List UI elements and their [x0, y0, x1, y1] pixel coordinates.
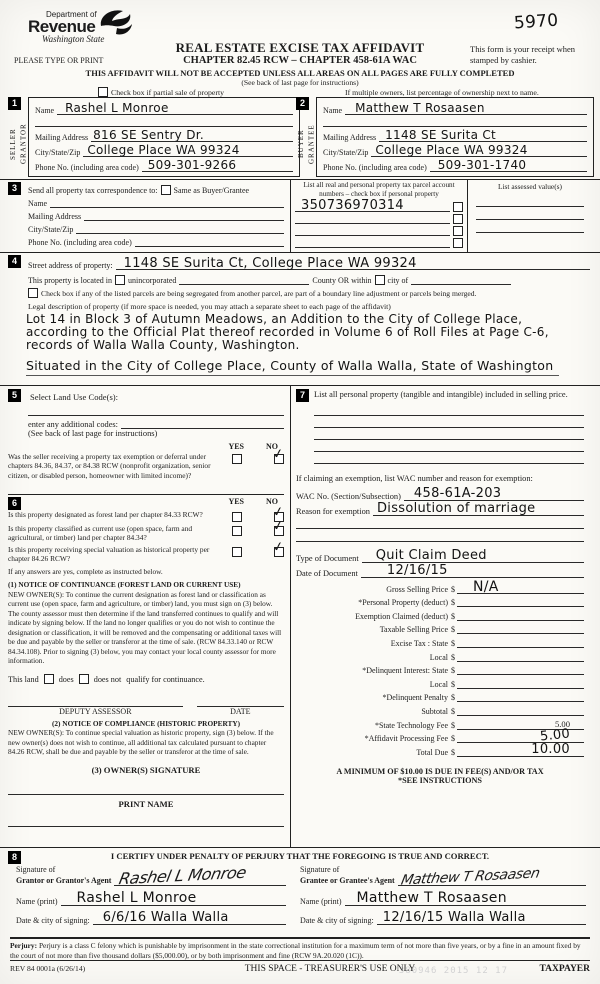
- money-row: [296, 634, 584, 648]
- grantee-name-print-value: Matthew T Rosaasen: [356, 890, 507, 906]
- grantor-date-city-label: Date & city of signing:: [16, 916, 90, 925]
- money-label: *Delinquent Penalty: [382, 693, 448, 703]
- section4-number: 4: [8, 255, 21, 268]
- partial-sale-row: [98, 87, 288, 97]
- column-divider: [290, 386, 291, 848]
- dollar-sign: $: [451, 720, 455, 730]
- signature-of-label: Signature of: [300, 865, 340, 875]
- taxpayer-label: TAXPAYER: [539, 964, 590, 974]
- section6-number: 6: [8, 497, 21, 510]
- corr-name-label: Name: [28, 199, 48, 208]
- situated-handwritten: Situated in the City of College Place, County of Walla Walla, State of Washington: [26, 360, 559, 376]
- parcel-numbers-header: List all real and personal property tax parcel account numbers – check box if personal property: [303, 181, 455, 198]
- city-of-label: city of: [387, 276, 409, 285]
- dollar-sign: $: [451, 747, 455, 757]
- treasurers-use-note: THIS SPACE - TREASURER'S USE ONLY: [244, 964, 416, 974]
- land-use-section: [8, 389, 284, 480]
- dollar-sign: $: [451, 693, 455, 703]
- grantor-date-city-value: 6/6/16 Walla Walla: [102, 910, 229, 925]
- dollar-sign: $: [451, 679, 455, 689]
- county-or-label: County OR within: [312, 276, 372, 285]
- money-label: Total Due: [416, 747, 448, 757]
- parcel4-personal-checkbox: [453, 238, 463, 248]
- logo-revenue-text: Revenue: [28, 17, 96, 36]
- money-row: [296, 648, 584, 662]
- grantor-signature-block: [16, 864, 286, 925]
- does-not-checkbox: [79, 674, 89, 684]
- grantee-date-city-value: 12/16/15 Walla Walla: [382, 910, 526, 925]
- assessed-values-column: [468, 180, 592, 252]
- notice-compliance-title: (2) NOTICE OF COMPLIANCE (HISTORIC PROPERTY): [51, 718, 241, 728]
- same-as-buyer-label: Same as Buyer/Grantee: [173, 186, 250, 195]
- grantee-date-city-label: Date & city of signing:: [300, 916, 374, 925]
- qualify-label: qualify for continuance.: [126, 674, 205, 684]
- notice-continuance-body: NEW OWNER(S): To continue the current designation as forest land or classification as current use (open space, farm and agriculture, or timber) land, you must sign on (3) below. The county assessor must then determine if the land transferred continues to qualify and will indicate by signing below. If the land no longer qualifies or you do not wish to continue the designation or classification, it will be removed and the compensating or additional taxes will be due and payable by the seller or transferor at the time of sale. (RCW 84.33.140 or RCW 84.34.108). Prior to signing (3) below, you may contact your local county assessor for more information.: [8, 589, 282, 666]
- buyer-box: [316, 97, 594, 177]
- form-title: REAL ESTATE EXCISE TAX AFFIDAVIT: [175, 40, 425, 55]
- money-row: [296, 594, 584, 608]
- seller-label: SELLER: [9, 128, 17, 160]
- check-mark: ✓: [271, 518, 286, 535]
- same-as-buyer-checkbox: [161, 185, 171, 195]
- dollar-sign: $: [451, 666, 455, 676]
- money-label: Taxable Selling Price: [379, 625, 448, 635]
- state-tech-fee-value: 5.00: [554, 718, 570, 729]
- select-land-use-label: Select Land Use Code(s):: [30, 392, 119, 402]
- grantee-agent-label: Grantee or Grantee's Agent: [300, 875, 395, 885]
- does-not-label: does not: [93, 674, 122, 684]
- deputy-assessor-label: DEPUTY ASSESSOR: [59, 706, 132, 716]
- partial-sale-label: Check box if partial sale of property: [111, 88, 225, 97]
- grantee-name-print-label: Name (print): [300, 897, 342, 906]
- dor-logo: [28, 10, 104, 44]
- check-mark: ✓: [271, 446, 286, 463]
- dollar-sign: $: [451, 598, 455, 608]
- money-value: N/A: [473, 578, 499, 595]
- money-row: [296, 675, 584, 689]
- sec6-q3-no-checkbox: [271, 538, 286, 557]
- unincorporated-label: unincorporated: [127, 276, 177, 285]
- section3-number: 3: [8, 182, 21, 195]
- money-label: Gross Selling Price: [386, 584, 448, 594]
- money-label: Subtotal: [421, 706, 448, 716]
- street-address-value: 1148 SE Surita Ct, College Place WA 99324: [123, 256, 417, 271]
- unincorporated-checkbox: [115, 275, 125, 285]
- seller-name-value: Rashel L Monroe: [65, 101, 169, 115]
- wac-number-label: WAC No. (Section/Subsection): [296, 492, 401, 501]
- buyer-phone-label: Phone No. (including area code): [323, 163, 427, 172]
- section7-number: 7: [296, 389, 309, 402]
- perjury-text: Perjury is a class C felony which is punishable by imprisonment in the state correctional institution for a maximum term of not more than five years, or by a fine in an amount fixed by the court of not more than five thousand dollars ($5,000.00), or by both imprisonment and fine (RCW 9A.20.020 (1C)).: [10, 941, 581, 960]
- buyer-csz-label: City/State/Zip: [323, 148, 369, 157]
- cashier-stamp: 380946 2015 12 17: [398, 966, 508, 976]
- certify-statement: I CERTIFY UNDER PENALTY OF PERJURY THAT THE FOREGOING IS TRUE AND CORRECT.: [110, 851, 490, 861]
- exemption-question: Was the seller receiving a property tax exemption or deferral under chapters 84.36, 84.37, or 84.38 RCW (nonprofit organization, senior citizen, or disabled person, homeowner with limited income)?: [8, 452, 211, 480]
- notice-compliance-body: NEW OWNER(S): To continue special valuation as historic property, sign (3) below. If the new owner(s) does not wish to continue, all additional tax calculated pursuant to chapter 84.26 RCW, shall be due and payable by the seller or transferor at the time of sale.: [8, 728, 274, 757]
- corr-csz-label: City/State/Zip: [28, 225, 74, 234]
- correspondence-section: [0, 179, 600, 253]
- legal-line-3: records of Walla Walla County, Washington.: [26, 338, 300, 352]
- money-row: [296, 580, 584, 594]
- seller-address-label: Mailing Address: [35, 133, 89, 142]
- section8-number: 8: [8, 851, 21, 864]
- receipt-number-handwritten: 5970: [512, 10, 559, 34]
- grantor-agent-label: Grantor or Grantor's Agent: [16, 875, 112, 885]
- parcel3-personal-checkbox: [453, 226, 463, 236]
- assessed-values-header: List assessed value(s): [497, 182, 563, 191]
- grantee-signature-block: [300, 864, 586, 925]
- located-in-label: This property is located in: [28, 276, 112, 285]
- grantor-name-print-value: Rashel L Monroe: [76, 890, 197, 906]
- dor-swirl-icon: [97, 8, 133, 36]
- legal-description-label: Legal description of property (if more space is needed, you may attach a separate sheet to each page of the affidavit): [28, 302, 391, 311]
- if-any-yes-note: If any answers are yes, complete as instructed below.: [8, 567, 163, 576]
- dollar-sign: $: [451, 611, 455, 621]
- date-label: DATE: [230, 706, 251, 716]
- street-address-label: Street address of property:: [28, 261, 113, 270]
- money-label: *Personal Property (deduct): [358, 598, 448, 608]
- buyer-csz-value: College Place WA 99324: [375, 143, 528, 157]
- see-back-instructions: (See back of last page for instructions): [28, 429, 158, 438]
- money-row: [296, 662, 584, 676]
- dollar-sign: $: [451, 706, 455, 716]
- grantee-signature-value: Matthew T Rosaasen: [399, 865, 541, 889]
- buyer-address-label: Mailing Address: [323, 133, 377, 142]
- multiple-owners-note: If multiple owners, list percentage of ownership next to name.: [345, 88, 539, 97]
- money-row: [296, 716, 584, 730]
- city-of-checkbox: [375, 275, 385, 285]
- money-label: Local: [429, 652, 448, 662]
- money-row: [296, 743, 584, 757]
- personal-property-section: [296, 389, 592, 785]
- parcel1-personal-checkbox: [453, 202, 463, 212]
- warning-line: THIS AFFIDAVIT WILL NOT BE ACCEPTED UNLESS ALL AREAS ON ALL PAGES ARE FULLY COMPLETED: [85, 68, 515, 78]
- seller-box: [28, 97, 300, 177]
- seller-name-label: Name: [35, 106, 55, 115]
- owners-signature-label: (3) OWNER(S) SIGNATURE: [91, 764, 201, 775]
- logo-dept-text: Department of: [46, 10, 97, 19]
- does-label: does: [58, 674, 74, 684]
- reason-exemption-label: Reason for exemption: [296, 507, 370, 516]
- seller-address-value: 816 SE Sentry Dr.: [93, 128, 204, 142]
- corr-address-label: Mailing Address: [28, 212, 82, 221]
- legal-line-1: Lot 14 in Block 3 of Autumn Meadows, an Addition to the City of College Place,: [26, 312, 523, 326]
- additional-codes-label: enter any additional codes:: [28, 420, 118, 429]
- money-row: [296, 621, 584, 635]
- buyer-name-overflow-line: [323, 116, 587, 127]
- form-revision-number: REV 84 0001a (6/26/14): [10, 964, 86, 973]
- legal-description-handwritten: [26, 313, 549, 352]
- date-of-document-label: Date of Document: [296, 569, 358, 578]
- grantor-signature-value: Rashel L Monroe: [117, 862, 249, 889]
- money-label: Exemption Claimed (deduct): [355, 611, 448, 621]
- sec6-q3-yes-checkbox: [232, 547, 242, 557]
- seller-csz-value: College Place WA 99324: [87, 143, 240, 157]
- sec6-q2-yes-checkbox: [232, 526, 242, 536]
- middle-columns: [0, 385, 600, 848]
- money-label: Excise Tax : State: [390, 638, 448, 648]
- buyer-grantee-vertical-label: [296, 115, 317, 173]
- buyer-name-value: Matthew T Rosaasen: [355, 101, 485, 115]
- dollar-sign: $: [451, 625, 455, 635]
- send-correspondence-label: Send all property tax correspondence to:: [28, 186, 158, 195]
- dollar-sign: $: [451, 638, 455, 648]
- check-mark: ✓: [271, 538, 286, 556]
- dollar-sign: $: [451, 584, 455, 594]
- section1-number: 1: [8, 97, 21, 110]
- sec5-yes-header: YES: [228, 442, 244, 451]
- logo-state-text: Washington State: [42, 34, 105, 45]
- personal-property-label: List all personal property (tangible and intangible) included in selling price.: [314, 390, 568, 399]
- money-label: *State Technology Fee: [374, 720, 448, 730]
- reason-exemption-value: Dissolution of marriage: [376, 501, 536, 516]
- seller-csz-label: City/State/Zip: [35, 148, 81, 157]
- perjury-note: [10, 937, 590, 960]
- sec6-q1-yes-checkbox: [232, 512, 242, 522]
- forest-land-question: Is this property designated as forest land per chapter 84.33 RCW?: [8, 510, 203, 519]
- sec6-no-header: NO: [266, 497, 278, 506]
- segregated-label: Check box if any of the listed parcels are being segregated from another parcel, are part of a boundary line adjustment or parcels being merged.: [41, 289, 477, 298]
- dollar-sign: $: [451, 652, 455, 662]
- grantor-label: GRANTOR: [19, 123, 28, 165]
- notice-continuance-title: (1) NOTICE OF CONTINUANCE (FOREST LAND OR CURRENT USE): [8, 580, 241, 590]
- money-row: [296, 702, 584, 716]
- total-due-value: 10.00: [531, 741, 570, 757]
- historical-question: Is this property receiving special valuation as historical property per chapter 84.26 RCW?: [8, 544, 210, 563]
- signatures-section: [0, 847, 600, 936]
- does-checkbox: [44, 674, 54, 684]
- dollar-sign: $: [451, 734, 455, 744]
- exemption-claim-label: If claiming an exemption, list WAC number and reason for exemption:: [296, 474, 533, 483]
- print-name-label: PRINT NAME: [118, 798, 174, 809]
- segregated-checkbox: [28, 288, 38, 298]
- check-mark: ✓: [271, 504, 286, 521]
- sec5-q1-yes-checkbox: [232, 454, 242, 464]
- grantor-sig-label: [16, 865, 111, 886]
- date-of-document-value: 12/16/15: [386, 563, 448, 578]
- type-of-document-label: Type of Document: [296, 554, 359, 563]
- sec6-q2-no-checkbox: [271, 518, 286, 536]
- type-of-document-value: Quit Claim Deed: [375, 548, 487, 563]
- see-back-note: (See back of last page for instructions): [241, 78, 359, 87]
- money-row: [296, 689, 584, 703]
- this-land-label: This land: [8, 674, 39, 684]
- money-table: [296, 580, 584, 757]
- buyer-address-value: 1148 SE Surita Ct: [385, 128, 497, 142]
- grantor-name-print-label: Name (print): [16, 897, 58, 906]
- minimum-due-note: A MINIMUM OF $10.00 IS DUE IN FEE(S) AND/OR TAX: [336, 766, 544, 776]
- sec5-no-header: NO: [266, 442, 278, 451]
- signature-of-label: Signature of: [16, 865, 56, 875]
- sec5-q1-no-checkbox: [271, 446, 286, 464]
- receipt-note: This form is your receipt when stamped by cashier.: [470, 44, 576, 66]
- section2-number: 2: [296, 97, 309, 110]
- section5-number: 5: [8, 389, 21, 402]
- buyer-label: BUYER: [297, 129, 305, 159]
- form-subtitle: CHAPTER 82.45 RCW – CHAPTER 458-61A WAC: [183, 55, 417, 66]
- money-label: *Affidavit Processing Fee: [364, 734, 448, 744]
- money-label: *Delinquent Interest: State: [362, 666, 448, 676]
- affidavit-fee-value: 5.00: [539, 726, 571, 745]
- parties-section: [0, 97, 600, 177]
- parcel-numbers-column: [290, 180, 468, 252]
- seller-name-overflow-line: [35, 116, 293, 127]
- current-use-question: Is this property classified as current use (open space, farm and agricultural, or timber) land per chapter 84.34?: [8, 524, 193, 543]
- buyer-phone-value: 509-301-1740: [437, 158, 527, 172]
- grantee-label: GRANTEE: [307, 124, 316, 164]
- continuance-section: [8, 494, 284, 827]
- seller-grantor-vertical-label: [8, 115, 29, 173]
- see-instructions-note: *SEE INSTRUCTIONS: [398, 775, 482, 785]
- sec6-yes-header: YES: [228, 497, 244, 506]
- corr-phone-label: Phone No. (including area code): [28, 238, 132, 247]
- seller-phone-label: Phone No. (including area code): [35, 163, 139, 172]
- money-row: [296, 607, 584, 621]
- parcel2-personal-checkbox: [453, 214, 463, 224]
- property-section: [0, 253, 600, 383]
- perjury-label: Perjury:: [10, 941, 38, 950]
- type-or-print-note: PLEASE TYPE OR PRINT: [14, 56, 104, 65]
- money-label: Local: [429, 679, 448, 689]
- grantee-sig-label: [300, 865, 395, 886]
- buyer-name-label: Name: [323, 106, 343, 115]
- parcel-number-value: 350736970314: [301, 198, 404, 214]
- legal-line-2: according to the Official Plat thereof recorded in Volume 6 of Roll Files at Page C-6,: [26, 325, 549, 339]
- wac-number-value: 458-61A-203: [413, 486, 502, 501]
- seller-phone-value: 509-301-9266: [147, 158, 237, 172]
- partial-sale-checkbox: [98, 87, 108, 97]
